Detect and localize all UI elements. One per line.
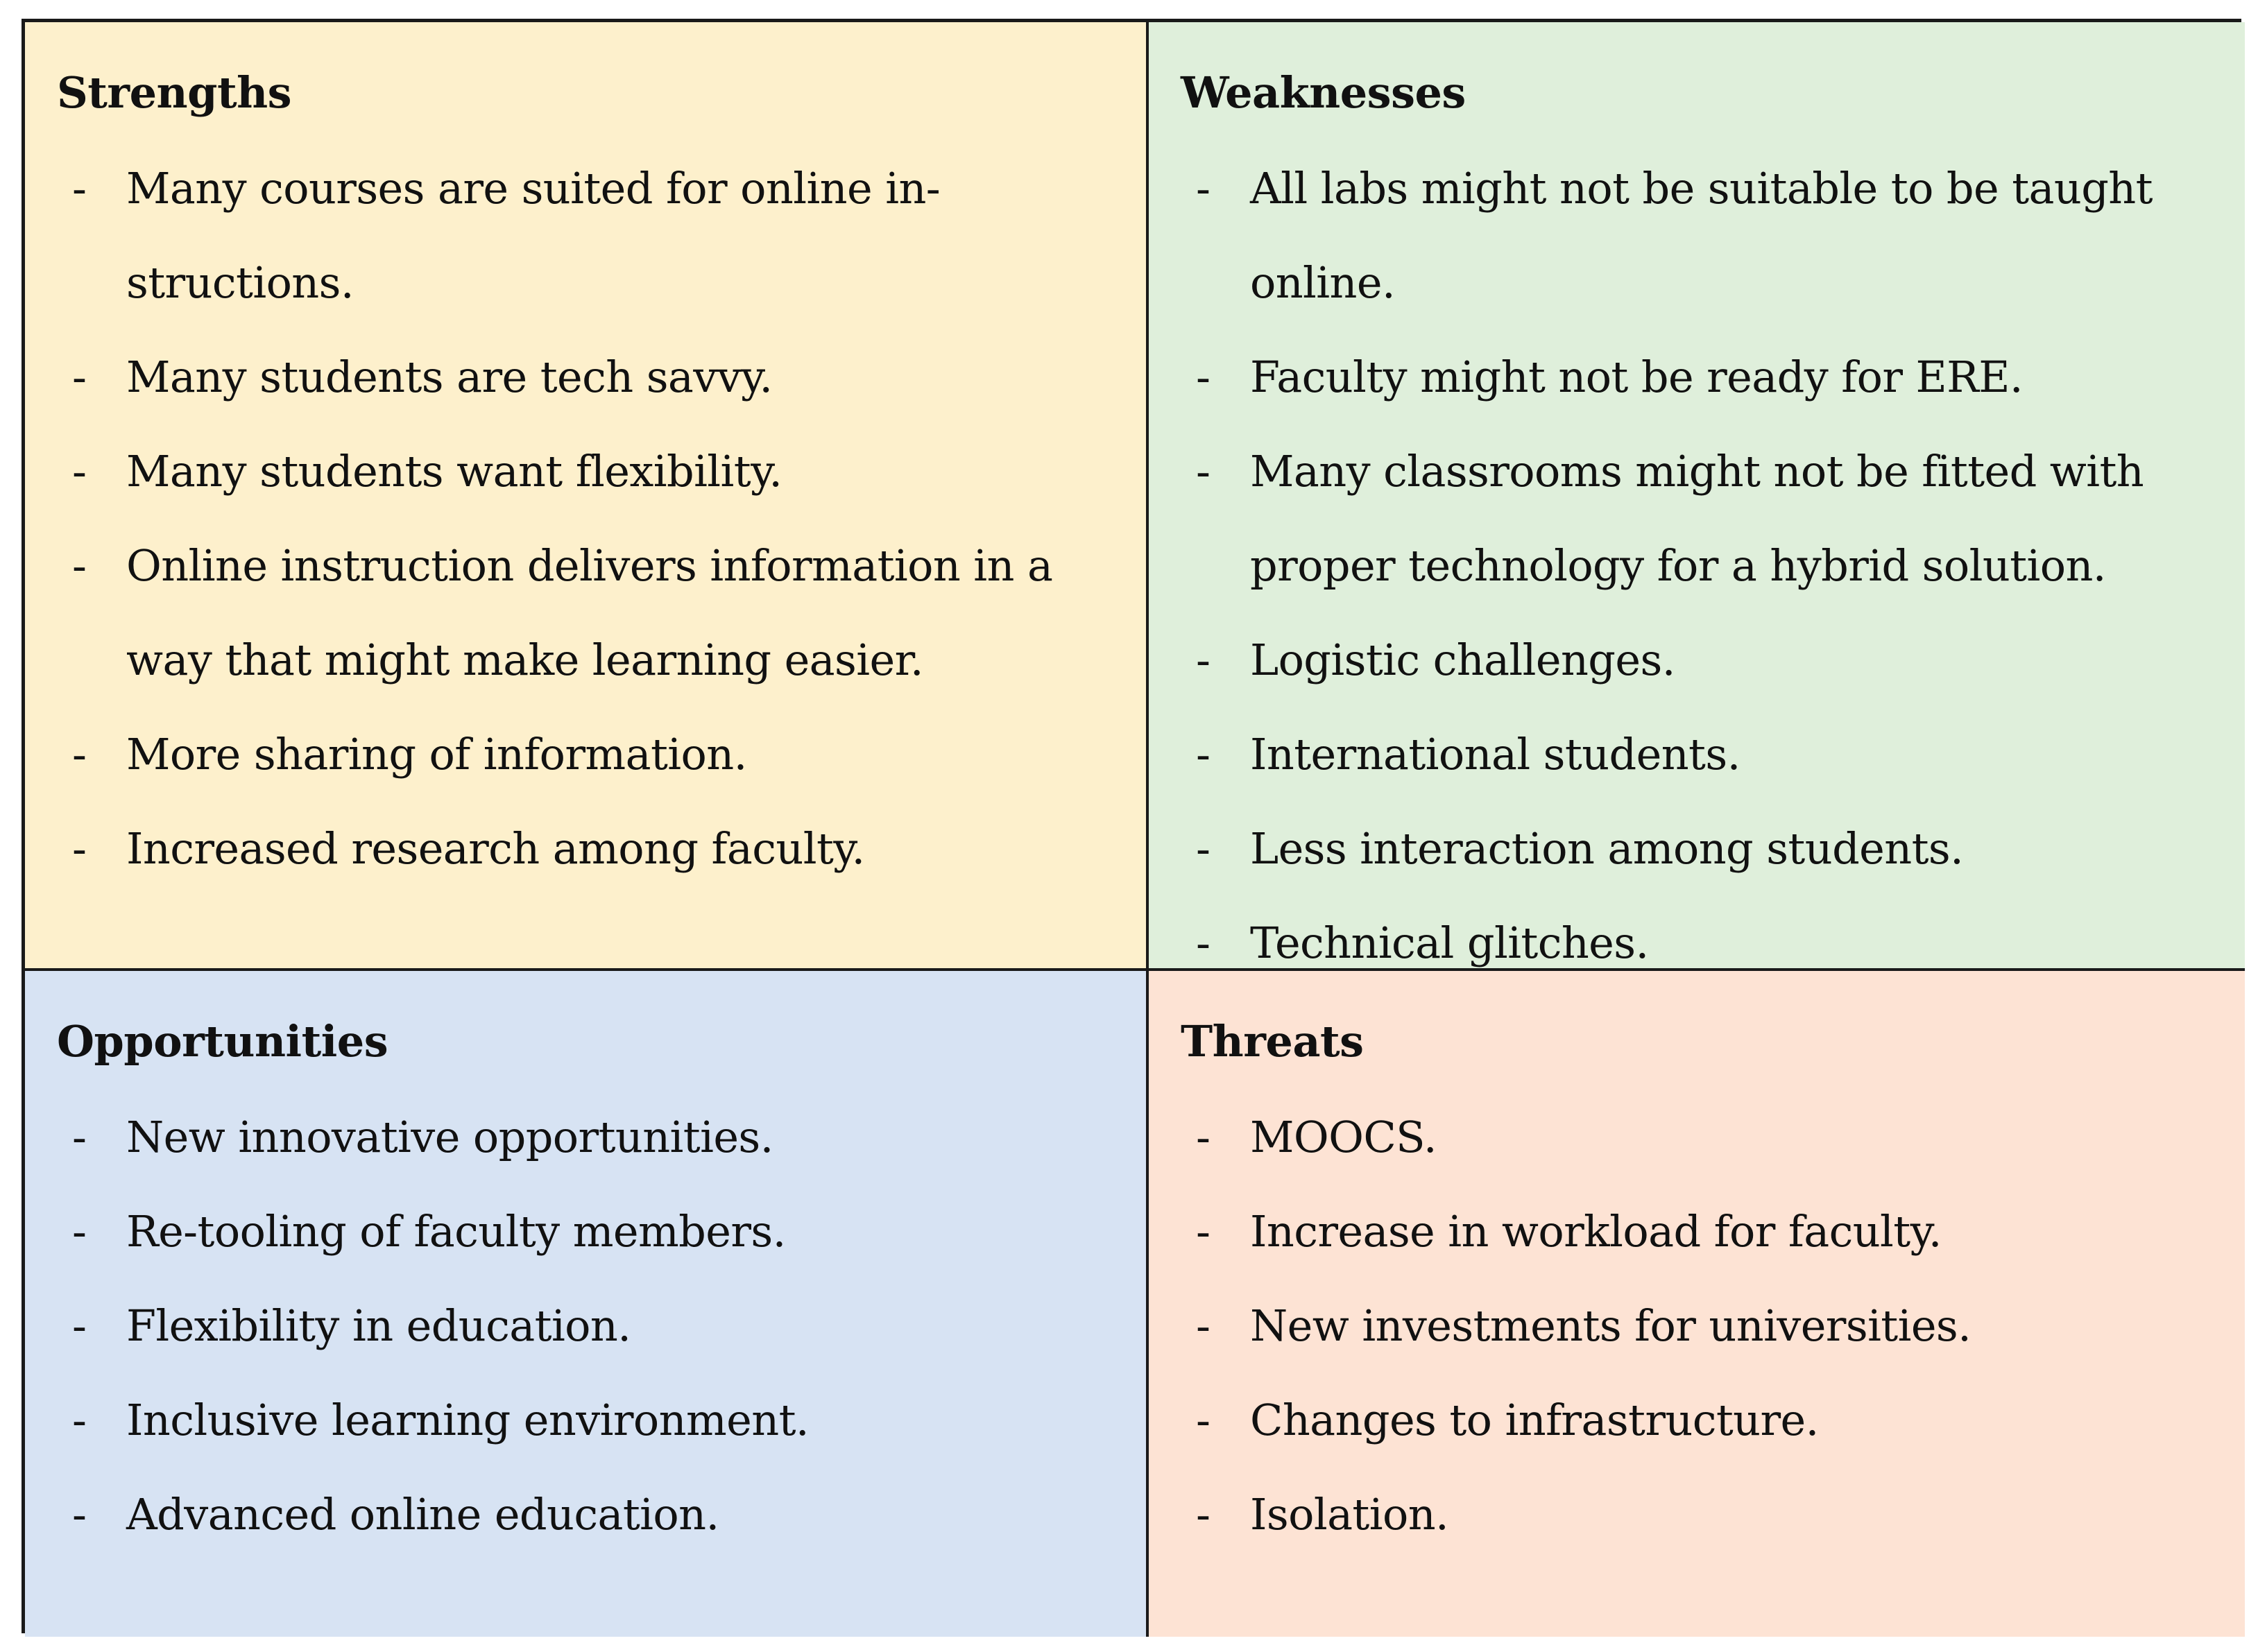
strengths-item-text: Online instruction delivers information in a way that might make learning easier. — [126, 540, 1053, 685]
bullet-dash: - — [72, 729, 87, 780]
bullet-dash: - — [72, 1489, 87, 1540]
weaknesses-title: Weaknesses — [1181, 67, 1466, 118]
bullet-dash: - — [1196, 729, 1211, 780]
threats-list — [1181, 1090, 2217, 1562]
bullet-dash: - — [72, 1206, 87, 1257]
opportunities-item — [57, 1279, 1118, 1373]
bullet-dash: - — [1196, 1206, 1211, 1257]
threats-item-text: MOOCS. — [1250, 1112, 1437, 1162]
weaknesses-list — [1181, 141, 2217, 971]
weaknesses-item-text: Technical glitches. — [1250, 918, 1649, 968]
strengths-title: Strengths — [57, 67, 292, 118]
weaknesses-item — [1181, 802, 2217, 896]
weaknesses-item — [1181, 707, 2217, 802]
weaknesses-item-text: Logistic challenges. — [1250, 635, 1675, 685]
bullet-dash: - — [72, 446, 87, 497]
opportunities-title: Opportunities — [57, 1016, 388, 1067]
threats-item-text: New investments for universities. — [1250, 1300, 1972, 1351]
bullet-dash: - — [1196, 823, 1211, 874]
bullet-dash: - — [72, 823, 87, 874]
bullet-dash: - — [1196, 1489, 1211, 1540]
bullet-dash: - — [72, 1112, 87, 1162]
bullet-dash: - — [72, 540, 87, 591]
strengths-item — [57, 707, 1118, 802]
threats-item-text: Isolation. — [1250, 1489, 1449, 1540]
swot-matrix — [22, 19, 2241, 1633]
strengths-item — [57, 141, 1118, 330]
weaknesses-item-text: Less interaction among students. — [1250, 823, 1964, 874]
bullet-dash: - — [1196, 446, 1211, 497]
opportunities-item-text: Inclusive learning environment. — [126, 1395, 809, 1445]
threats-item — [1181, 1090, 2217, 1185]
strengths-item — [57, 802, 1118, 896]
weaknesses-item — [1181, 896, 2217, 971]
opportunities-item — [57, 1373, 1118, 1468]
bullet-dash: - — [1196, 163, 1211, 214]
weaknesses-item-text: Faculty might not be ready for ERE. — [1250, 352, 2023, 402]
bullet-dash: - — [72, 163, 87, 214]
weaknesses-item — [1181, 613, 2217, 707]
weaknesses-item — [1181, 424, 2217, 613]
weaknesses-item — [1181, 330, 2217, 424]
bullet-dash: - — [1196, 352, 1211, 402]
weaknesses-item-text: All labs might not be suitable to be taught online. — [1250, 163, 2153, 308]
bullet-dash: - — [1196, 1300, 1211, 1351]
opportunities-item-text: Re-tooling of faculty members. — [126, 1206, 786, 1257]
threats-item-text: Increase in workload for faculty. — [1250, 1206, 1942, 1257]
opportunities-item-text: Advanced online education. — [126, 1489, 719, 1540]
opportunities-item — [57, 1468, 1118, 1562]
threats-item — [1181, 1468, 2217, 1562]
threats-item — [1181, 1373, 2217, 1468]
weaknesses-item-text: International students. — [1250, 729, 1740, 780]
bullet-dash: - — [72, 1395, 87, 1445]
strengths-item-text: Many courses are suited for online in-structions. — [126, 163, 941, 308]
opportunities-item-text: Flexibility in education. — [126, 1300, 631, 1351]
strengths-list — [57, 141, 1118, 896]
strengths-item-text: More sharing of information. — [126, 729, 747, 780]
weaknesses-item — [1181, 141, 2217, 330]
opportunities-list — [57, 1090, 1118, 1562]
bullet-dash: - — [1196, 1395, 1211, 1445]
threats-title: Threats — [1181, 1016, 1364, 1067]
strengths-item — [57, 519, 1118, 707]
strengths-item-text: Many students want flexibility. — [126, 446, 782, 497]
threats-quadrant — [1149, 971, 2245, 1637]
threats-item — [1181, 1185, 2217, 1279]
bullet-dash: - — [1196, 1112, 1211, 1162]
opportunities-item-text: New innovative opportunities. — [126, 1112, 773, 1162]
opportunities-item — [57, 1090, 1118, 1185]
strengths-item — [57, 330, 1118, 424]
strengths-quadrant — [25, 22, 1149, 971]
bullet-dash: - — [1196, 635, 1211, 685]
opportunities-item — [57, 1185, 1118, 1279]
threats-item — [1181, 1279, 2217, 1373]
strengths-item — [57, 424, 1118, 519]
threats-item-text: Changes to infrastructure. — [1250, 1395, 1819, 1445]
opportunities-quadrant — [25, 971, 1149, 1637]
bullet-dash: - — [1196, 918, 1211, 968]
weaknesses-item-text: Many classrooms might not be fitted with proper technology for a hybrid solution. — [1250, 446, 2144, 591]
bullet-dash: - — [72, 352, 87, 402]
strengths-item-text: Many students are tech savvy. — [126, 352, 773, 402]
strengths-item-text: Increased research among faculty. — [126, 823, 865, 874]
weaknesses-quadrant — [1149, 22, 2245, 971]
bullet-dash: - — [72, 1300, 87, 1351]
